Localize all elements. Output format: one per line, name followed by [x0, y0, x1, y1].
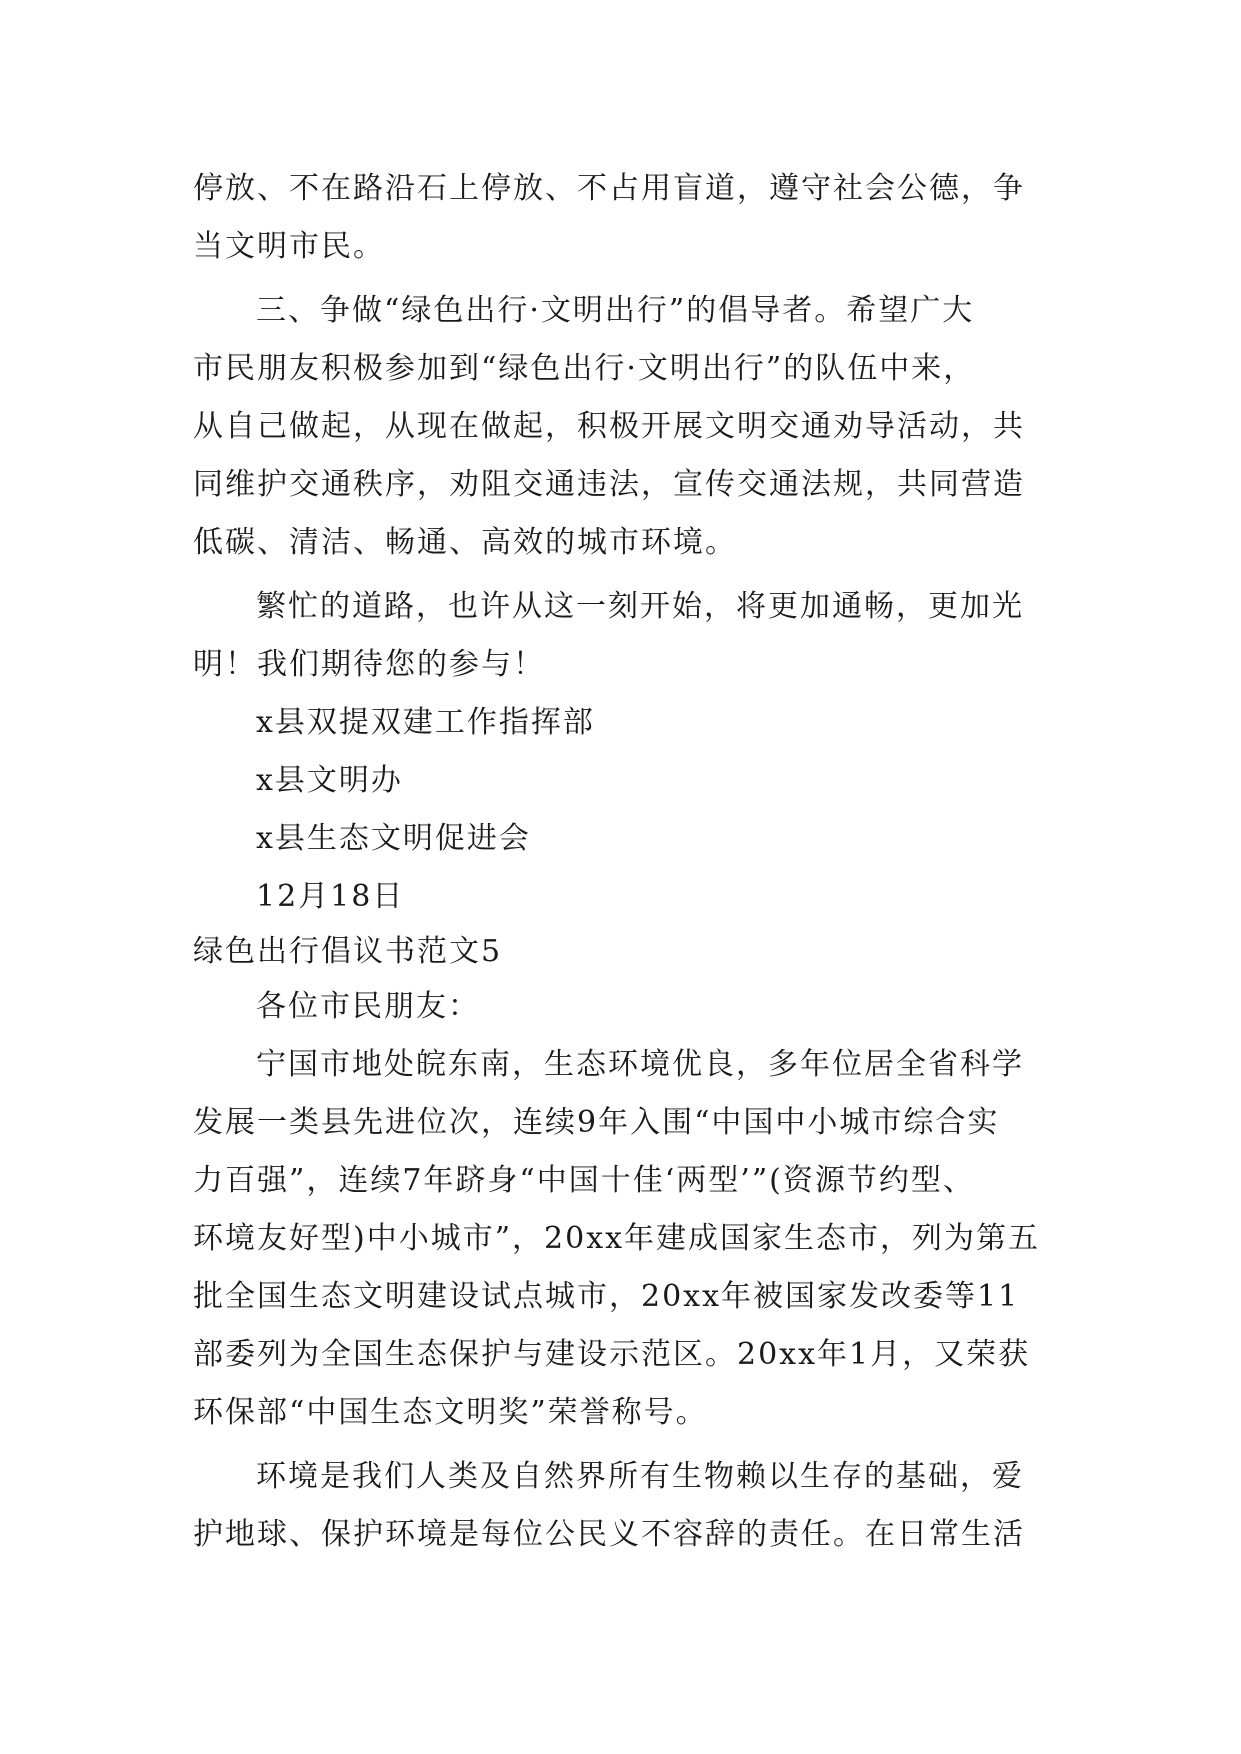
text-line: 批全国生态文明建设试点城市，20xx年被国家发改委等11	[193, 1279, 1020, 1314]
text-line: 当文明市民。	[193, 229, 385, 264]
signature-line: x县生态文明促进会	[256, 821, 531, 856]
text-line: 发展一类县先进位次，连续9年入围“中国中小城市综合实	[193, 1105, 1000, 1140]
text-line: 护地球、保护环境是每位公民义不容辞的责任。在日常生活	[193, 1517, 1025, 1552]
document-body	[193, 160, 1073, 1564]
text-line: 繁忙的道路，也许从这一刻开始，将更加通畅，更加光	[256, 589, 1024, 624]
signature-line: x县双提双建工作指挥部	[256, 705, 595, 740]
text-line: 同维护交通秩序，劝阻交通违法，宣传交通法规，共同营造	[193, 467, 1025, 502]
text-line: 力百强”，连续7年跻身“中国十佳‘两型’”(资源节约型、	[193, 1163, 975, 1198]
section-title: 绿色出行倡议书范文5	[193, 934, 503, 969]
text-line: 停放、不在路沿石上停放、不占用盲道，遵守社会公德，争	[193, 171, 1025, 206]
date-line: 12月18日	[256, 879, 405, 914]
text-line: 环境是我们人类及自然界所有生物赖以生存的基础，爱	[256, 1459, 1024, 1494]
signature-line: x县文明办	[256, 763, 403, 798]
text-line: 市民朋友积极参加到“绿色出行·文明出行”的队伍中来，	[193, 351, 976, 386]
text-line: 三、争做“绿色出行·文明出行”的倡导者。希望广大	[256, 293, 975, 328]
text-line: 从自己做起，从现在做起，积极开展文明交通劝导活动，共	[193, 409, 1025, 444]
text-line: 部委列为全国生态保护与建设示范区。20xx年1月，又荣获	[193, 1337, 1031, 1372]
text-line: 环境友好型)中小城市”，20xx年建成国家生态市，列为第五	[193, 1221, 1041, 1256]
text-line: 低碳、清洁、畅通、高效的城市环境。	[193, 525, 737, 560]
text-line: 明！我们期待您的参与！	[193, 647, 545, 682]
text-line: 宁国市地处皖东南，生态环境优良，多年位居全省科学	[256, 1047, 1024, 1082]
text-line: 环保部“中国生态文明奖”荣誉称号。	[193, 1395, 708, 1430]
salutation: 各位市民朋友：	[256, 989, 480, 1024]
